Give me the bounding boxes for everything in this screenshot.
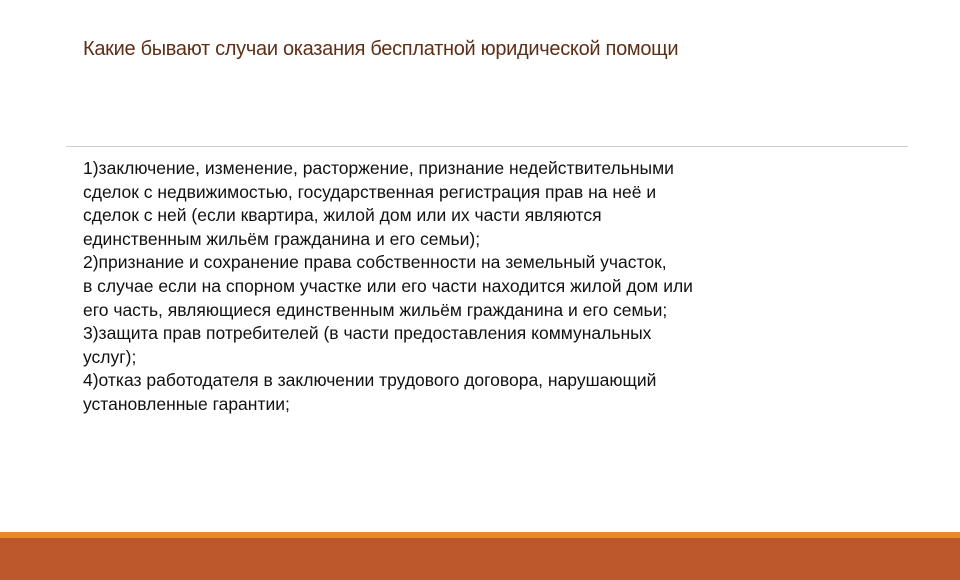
title-divider bbox=[66, 146, 908, 147]
body-line: сделок с недвижимостью, государственная регистрация прав на неё и bbox=[83, 181, 657, 202]
body-line: его часть, являющиеся единственным жильём гражданина и его семьи; bbox=[83, 299, 668, 320]
slide-title: Какие бывают случаи оказания бесплатной юридической помощи bbox=[83, 38, 679, 60]
body-line: 2)признание и сохранение права собственности на земельный участок, bbox=[83, 252, 667, 273]
body-line: единственным жильём гражданина и его семьи); bbox=[83, 228, 481, 249]
body-line: установленные гарантии; bbox=[83, 393, 290, 414]
slide-body bbox=[83, 157, 803, 417]
footer-bar bbox=[0, 538, 960, 580]
body-line: 3)защита прав потребителей (в части предоставления коммунальных bbox=[83, 323, 652, 344]
body-line: услуг); bbox=[83, 346, 137, 367]
body-line: в случае если на спорном участке или его части находится жилой дом или bbox=[83, 275, 693, 296]
body-line: сделок с ней (если квартира, жилой дом или их части являются bbox=[83, 205, 602, 226]
body-line: 4)отказ работодателя в заключении трудового договора, нарушающий bbox=[83, 370, 657, 391]
body-line: 1)заключение, изменение, расторжение, признание недействительными bbox=[83, 158, 674, 178]
